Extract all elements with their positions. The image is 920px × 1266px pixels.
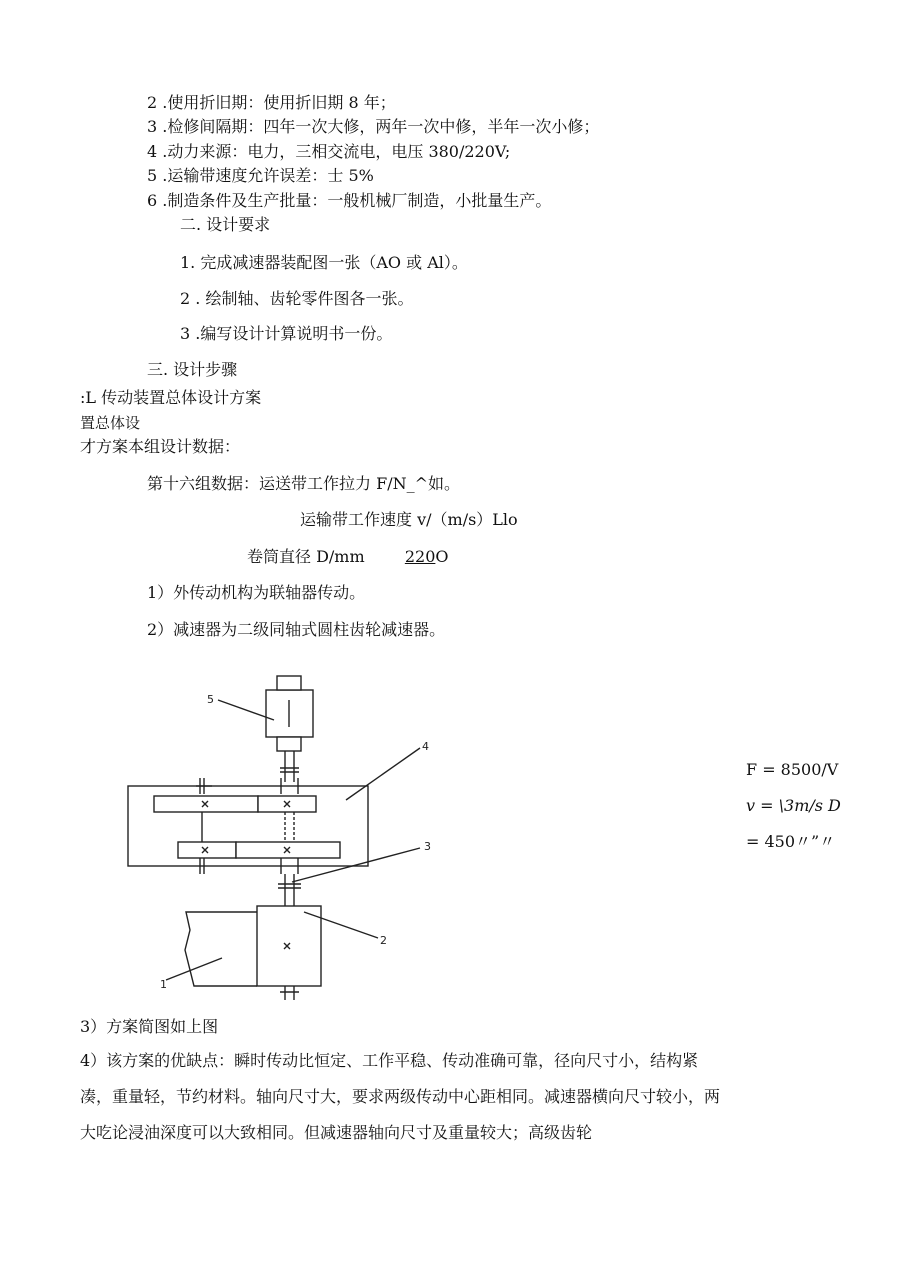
scheme-item-2: 2）减速器为二级同轴式圆柱齿轮减速器。: [147, 620, 446, 639]
data-line-speed: 运输带工作速度 v/（m/s）Llo: [300, 510, 518, 529]
requirement-5: 5 .运输带速度允许误差：士 5%: [147, 166, 374, 185]
requirement-4: 4 .动力来源：电力，三相交流电，电压 380/220V;: [147, 142, 511, 161]
data-line-force: 第十六组数据：运送带工作拉力 F/N_^如。: [147, 474, 460, 493]
label-reducer: 4: [422, 740, 429, 753]
scheme-item-1: 1）外传动机构为联轴器传动。: [147, 583, 366, 602]
diameter-value: 220: [404, 547, 436, 566]
design-req-3: 3 .编写设计计算说明书一份。: [180, 324, 393, 343]
section2-title: 二. 设计要求: [180, 215, 271, 234]
analysis-item-3: 3）方案简图如上图: [80, 1017, 219, 1036]
upper-gear-left: [154, 796, 258, 812]
section3-title: 三. 设计步骤: [147, 360, 238, 379]
requirement-2: 2 .使用折旧期：使用折旧期 8 年；: [147, 93, 396, 112]
lower-gear-right: [236, 842, 340, 858]
label-motor: 5: [207, 693, 214, 706]
section3-sub2: 置总体设: [80, 414, 141, 432]
section3-sub3: 才方案本组设计数据：: [80, 437, 241, 456]
param-diameter: = 450〃”〃: [746, 832, 836, 851]
param-speed: v = \3m/s D: [746, 796, 841, 815]
label-coupling: 3: [424, 840, 431, 853]
label-drum: 1: [160, 978, 167, 991]
requirement-3: 3 .检修间隔期：四年一次大修，两年一次中修，半年一次小修；: [147, 117, 600, 136]
motor-bottom-cap: [277, 737, 301, 751]
drum-hub: [257, 906, 321, 986]
requirement-6: 6 .制造条件及生产批量：一般机械厂制造，小批量生产。: [147, 191, 552, 210]
label-drum-hub: 2: [380, 934, 387, 947]
analysis-item-4-line1: 4）该方案的优缺点：瞬时传动比恒定、工作平稳、传动准确可靠，径向尺寸小，结构紧: [80, 1051, 699, 1070]
conveyor-drum: [185, 912, 257, 986]
lower-gear-left: [178, 842, 236, 858]
param-force: F = 8500/V: [746, 760, 839, 779]
design-req-2: 2 . 绘制轴、齿轮零件图各一张。: [180, 289, 414, 308]
analysis-item-4-line2: 凑，重量轻，节约材料。轴向尺寸大，要求两级传动中心距相同。减速器横向尺寸较小，两: [80, 1087, 721, 1106]
section3-sub1: :L 传动装置总体设计方案: [80, 388, 262, 407]
analysis-item-4-line3: 大吃论浸油深度可以大致相同。但减速器轴向尺寸及重量较大；高级齿轮: [80, 1123, 593, 1142]
design-req-1: 1. 完成减速器装配图一张（AO 或 Al）。: [180, 253, 468, 272]
diameter-suffix: O: [435, 547, 449, 566]
motor-top-cap: [277, 676, 301, 690]
diameter-label: 卷筒直径 D/mm: [247, 547, 365, 566]
